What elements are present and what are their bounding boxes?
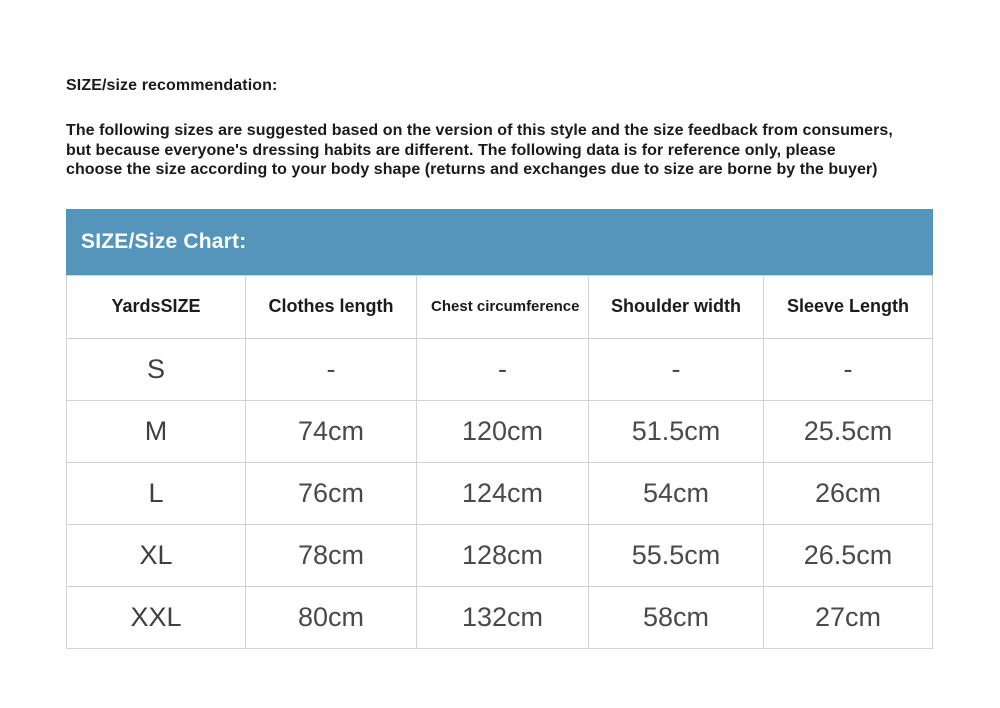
value-cell: 124cm (417, 462, 589, 524)
size-cell: L (67, 462, 246, 524)
value-cell: 128cm (417, 524, 589, 586)
size-chart-header-bar (66, 209, 933, 275)
value-cell: 58cm (589, 586, 764, 648)
column-header: Sleeve Length (764, 275, 933, 338)
size-cell: XXL (67, 586, 246, 648)
value-cell: 54cm (589, 462, 764, 524)
table-body (67, 338, 933, 648)
description-line: The following sizes are suggested based on the version of this style and the size feedback from consumers, (66, 122, 893, 139)
value-cell: 80cm (246, 586, 417, 648)
value-cell: 25.5cm (764, 400, 933, 462)
table-row (67, 462, 933, 524)
value-cell: 74cm (246, 400, 417, 462)
column-header: YardsSIZE (67, 275, 246, 338)
value-cell: - (246, 338, 417, 400)
description-line: choose the size according to your body shape (returns and exchanges due to size are borne by the buyer) (66, 161, 878, 178)
table-row (67, 586, 933, 648)
column-header: Chest circumference (417, 275, 589, 338)
value-cell: - (589, 338, 764, 400)
column-header: Shoulder width (589, 275, 764, 338)
size-cell: M (67, 400, 246, 462)
value-cell: 55.5cm (589, 524, 764, 586)
size-recommendation-description (66, 121, 933, 180)
value-cell: - (417, 338, 589, 400)
column-header: Clothes length (246, 275, 417, 338)
value-cell: 132cm (417, 586, 589, 648)
value-cell: 120cm (417, 400, 589, 462)
content-area (66, 0, 933, 649)
size-recommendation-title: SIZE/size recommendation: (66, 77, 278, 94)
table-row (67, 400, 933, 462)
value-cell: 26cm (764, 462, 933, 524)
value-cell: 51.5cm (589, 400, 764, 462)
description-line: but because everyone's dressing habits are different. The following data is for reference only, please (66, 141, 836, 159)
table-row (67, 338, 933, 400)
value-cell: 76cm (246, 462, 417, 524)
value-cell: 78cm (246, 524, 417, 586)
table-row (67, 524, 933, 586)
size-chart-table (66, 275, 933, 649)
value-cell: 27cm (764, 586, 933, 648)
table-header-row (67, 275, 933, 338)
size-cell: S (67, 338, 246, 400)
size-chart-title: SIZE/Size Chart: (81, 229, 247, 253)
size-cell: XL (67, 524, 246, 586)
value-cell: - (764, 338, 933, 400)
value-cell: 26.5cm (764, 524, 933, 586)
